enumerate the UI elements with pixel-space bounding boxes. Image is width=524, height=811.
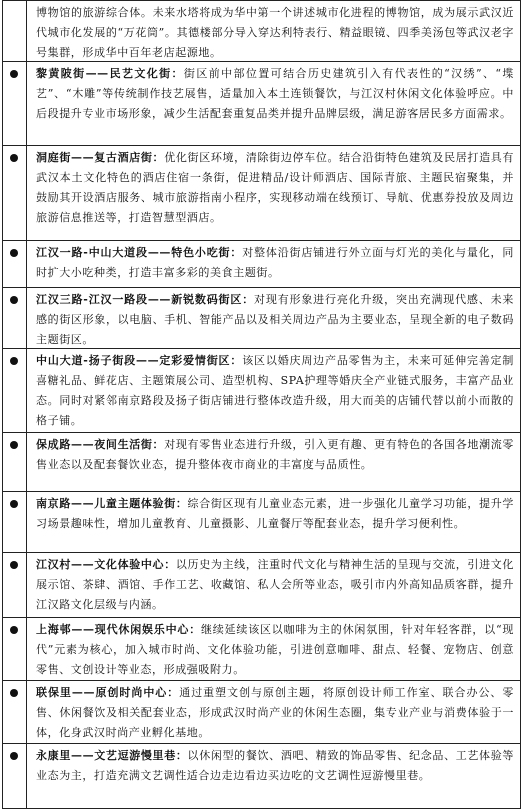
table-row	[2, 287, 521, 348]
bullet-cell	[3, 1, 27, 61]
table-row	[2, 617, 521, 680]
bullet-cell	[3, 288, 27, 348]
row-title: 永康里——文艺逗游慢里巷：	[36, 749, 188, 762]
row-title: 南京路——儿童主题体验街：	[36, 497, 188, 510]
bullet-icon	[10, 689, 18, 697]
table-row	[2, 552, 521, 617]
row-title: 上海邨——现代休闲娱乐中心：	[36, 623, 201, 636]
row-text	[27, 492, 520, 552]
table-row	[2, 432, 521, 491]
row-text	[27, 62, 520, 145]
bullet-icon	[10, 752, 18, 760]
bullet-cell	[3, 349, 27, 432]
row-body: 对现有形象进行亮化升级，突出充满现代感、未来感的街区形象，以电脑、手机、智能产品以及相关周边产品为主要业态，呈现全新的电子数码主题街区。	[36, 293, 514, 346]
row-body: 对整体沿街店铺进行外立面与灯光的美化与量化，同时扩大小吃种类，打造丰富多彩的美食主题街。	[36, 246, 514, 279]
table-row	[2, 680, 521, 743]
table-row	[2, 145, 521, 240]
row-title: 黎黄陂街——民艺文化街：	[36, 67, 184, 80]
row-text	[27, 744, 520, 808]
row-text	[27, 433, 520, 491]
row-body: 该区以婚庆周边产品零售为主，未来可延伸完善定制喜糖礼品、鲜花店、主题策展公司、造型机构、SPA护理等婚庆全产业链式服务，丰富产品业态。同时对紧邻南京路段及扬子街店铺进行整体改造升级，用大而美的店铺代替以前小而散的格子铺。	[36, 354, 514, 427]
row-text	[27, 1, 520, 61]
row-body: 优化街区环境，清除街边停车位。结合沿街特色建筑及民居打造具有武汉本土文化特色的酒店住宿一条街，促进精品/设计师酒店、国际青旅、主题民宿聚集，并鼓励其开设酒店服务、城市旅游指南小程序，实现移动端在线预订、导航、优惠券投放及周边旅游信息推送等，打造智慧型酒店。	[36, 151, 514, 224]
table-row	[2, 61, 521, 145]
bullet-cell	[3, 681, 27, 743]
table-row	[2, 491, 521, 552]
bullet-cell	[3, 433, 27, 491]
bullet-icon	[10, 357, 18, 365]
row-text	[27, 681, 520, 743]
bullet-cell	[3, 492, 27, 552]
table-row	[2, 348, 521, 432]
row-body: 以休闲型的餐饮、酒吧、精致的饰品零售、纪念品、工艺体验等业态为主，打造充满文艺调性适合边走边看边买边吃的文艺调性逗游慢里巷。	[36, 749, 514, 782]
row-body: 以历史为主线，注重时代文化与精神生活的呈现与交流，引进文化展示馆、茶肆、酒馆、手作工艺、收藏馆、私人会所等业态，吸引市内外高知品质客群，提升江汉路文化层级与内涵。	[36, 558, 514, 611]
row-title: 保成路——夜间生活街：	[36, 438, 165, 451]
row-body: 街区前中部位置可结合历史建筑引入有代表性的“汉绣”、“堞艺”、“木雕”等传统制作技艺展售，适量加入本土连锁餐饮，与江汉村休闲文化体验呼应。中后段提升专业市场形象，减少生活配套重复品类并提升品牌层级，满足游客居民多方面需求。	[36, 67, 514, 120]
bullet-icon	[10, 441, 18, 449]
row-body: 综合街区现有儿童业态元素，进一步强化儿童学习功能，提升学习场景趣味性，增加儿童教育、儿童摄影、儿童餐厅等配套业态，提升学习便利性。	[36, 497, 514, 530]
bullet-icon	[10, 626, 18, 634]
row-title: 江汉三路-江汉一路段——新锐数码街区：	[36, 293, 255, 306]
row-text	[27, 288, 520, 348]
bullet-icon	[10, 561, 18, 569]
row-text	[27, 618, 520, 680]
bullet-icon	[10, 154, 18, 162]
row-text	[27, 553, 520, 617]
row-title: 江汉一路-中山大道段——特色小吃街：	[36, 246, 243, 259]
bullet-icon	[10, 249, 18, 257]
row-text	[27, 146, 520, 240]
bullet-cell	[3, 146, 27, 240]
table-row	[2, 0, 521, 61]
bullet-cell	[3, 241, 27, 287]
row-title: 江汉村——文化体验中心：	[36, 558, 176, 571]
row-text	[27, 349, 520, 432]
row-text	[27, 241, 520, 287]
bullet-cell	[3, 618, 27, 680]
bullet-cell	[3, 553, 27, 617]
row-title: 中山大道-扬子街段——定彩爱情街区：	[36, 354, 243, 367]
row-body: 对现有零售业态进行升级，引入更有趣、更有特色的各国各地潮流零售业态以及配套餐饮业态，提升整体夜市商业的丰富度与品质性。	[36, 438, 514, 471]
bullet-icon	[10, 296, 18, 304]
bullet-cell	[3, 62, 27, 145]
bullet-icon	[10, 500, 18, 508]
bullet-cell	[3, 744, 27, 808]
row-body: 博物馆的旅游综合体。未来水塔将成为华中第一个讲述城市化进程的博物馆，成为展示武汉近代城市化发展的“万花筒”。其德楼部分导入穿达利特表行、精益眼镜、四季美汤包等武汉老字号集群，形成华中百年老店起源地。	[36, 6, 514, 59]
row-body: 通过重塑文创与原创主题，将原创设计师工作室、联合办公、零售、休闲餐饮及相关配套业态，形成武汉时尚产业的休闲生态圈，集专业产业与消费体验于一体，化身武汉时尚产业孵化基地。	[36, 686, 514, 739]
row-body: 继续延续该区以咖啡为主的休闲氛围，针对年轻客群，以“现代”元素为核心，加入城市时尚、文化体验功能，引进创意咖啡、甜点、轻餐、宠物店、创意零售、文创设计等业态，形成强吸附力。	[36, 623, 514, 676]
row-title: 联保里——原创时尚中心：	[36, 686, 180, 699]
bullet-icon	[10, 70, 18, 78]
table-row	[2, 743, 521, 809]
table-row	[2, 240, 521, 287]
row-title: 洞庭街——复古酒店街：	[36, 151, 165, 164]
